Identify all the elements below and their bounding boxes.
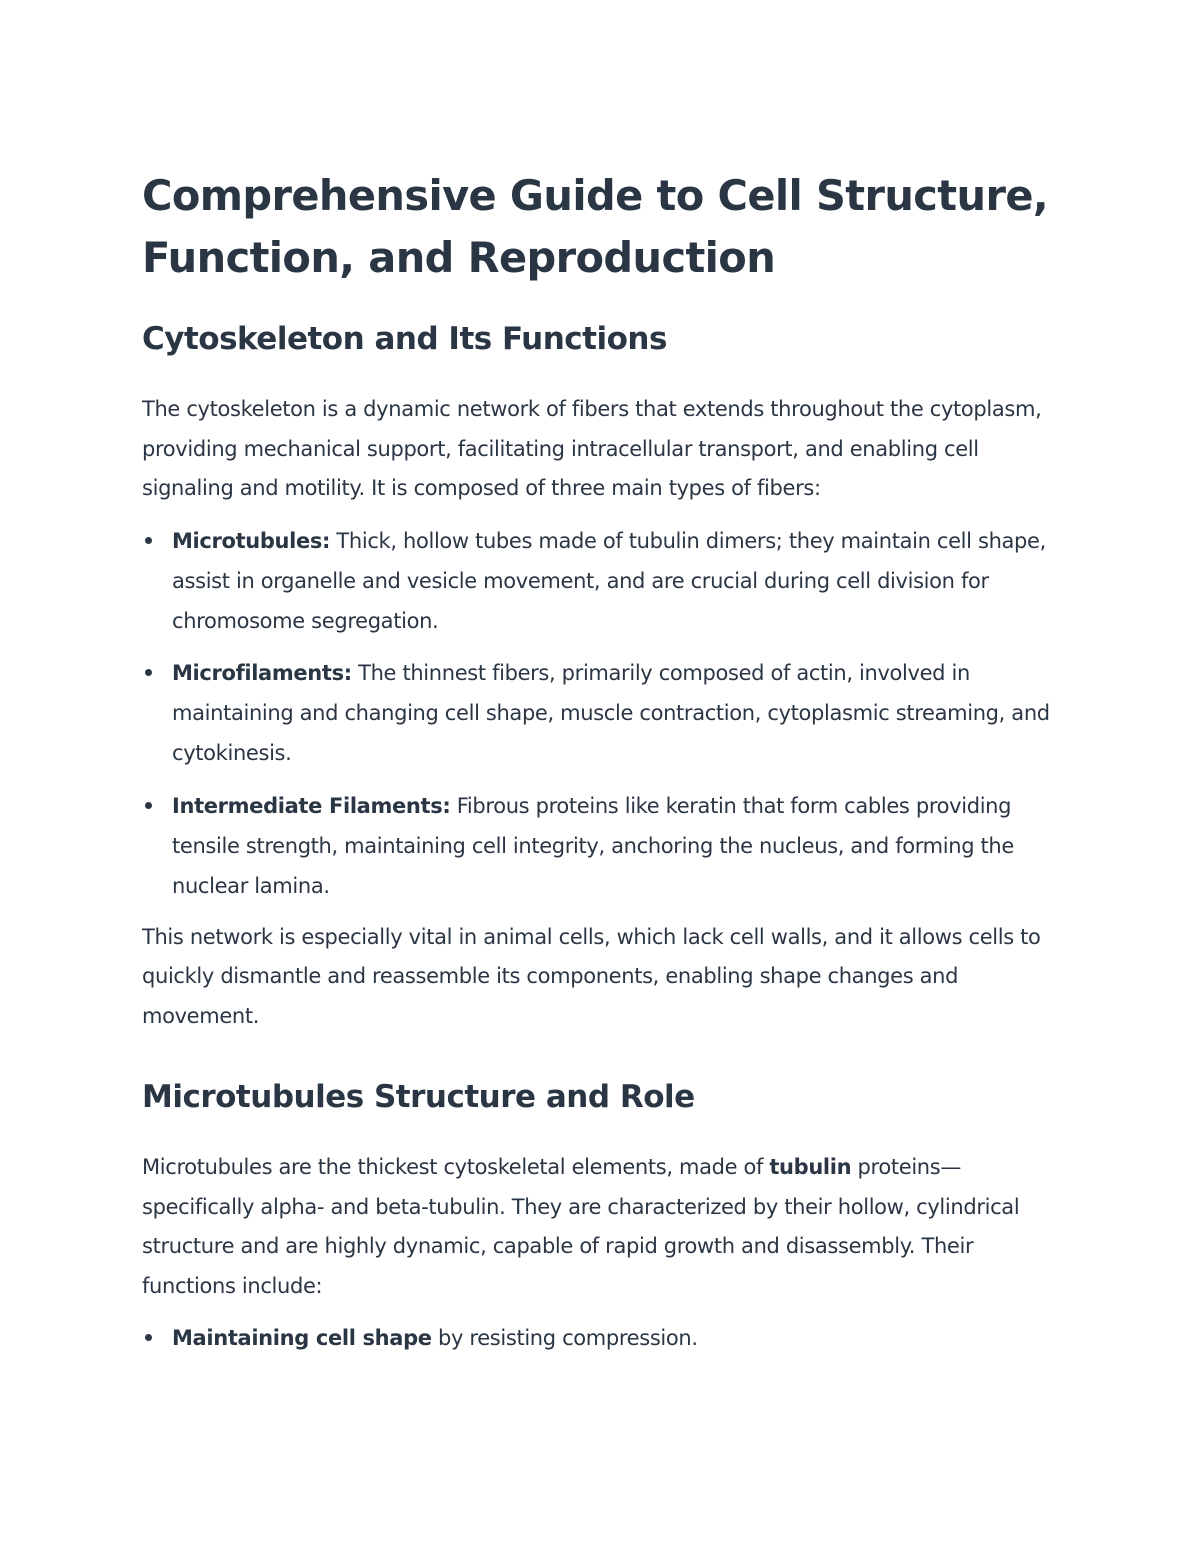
fiber-types-list [142,521,1060,906]
document-title: Comprehensive Guide to Cell Structure, Function, and Reproduction [142,171,1049,282]
microtubule-functions-list [142,1318,1060,1358]
list-item-maintaining-cell-shape [142,1318,1060,1358]
bullet-icon [145,537,152,544]
cytoskeleton-outro-paragraph: This network is especially vital in animal cells, which lack cell walls, and it allows cells to quickly dismantle and reassemble its components, enabling shape changes and movement. [142,924,1041,1028]
list-item-text: The thinnest fibers, primarily composed of actin, involved in maintaining and changing cell shape, muscle contraction, cytoplasmic streaming, and cytokinesis. [172,661,1050,765]
list-item-intermediate-filaments [142,786,1060,906]
list-item-term: Maintaining cell shape [172,1326,432,1350]
list-item-text: Thick, hollow tubes made of tubulin dimers; they maintain cell shape, assist in organelle and vesicle movement, and are crucial during cell division for chromosome segregation. [172,528,1046,633]
list-item-text: by resisting compression. [431,1326,698,1350]
list-item-microtubules [142,521,1060,641]
intro-bold-term: tubulin [769,1155,852,1179]
section-heading-microtubules: Microtubules Structure and Role [142,1079,695,1115]
list-item-term: Microfilaments: [172,661,352,685]
intro-text-after: proteins—specifically alpha- and beta-tubulin. They are characterized by their hollow, cylindrical structure and are highly dynamic, capable of rapid growth and disassembly. Their functions include: [142,1155,1020,1298]
bullet-icon [145,802,152,809]
list-item-text: Fibrous proteins like keratin that form cables providing tensile strength, maintaining cell integrity, anchoring the nucleus, and forming the nuclear lamina. [172,793,1014,898]
list-item-term: Intermediate Filaments: [172,793,451,818]
list-item-microfilaments [142,653,1060,773]
cytoskeleton-intro-paragraph: The cytoskeleton is a dynamic network of fibers that extends throughout the cytoplasm, providing mechanical support, facilitating intracellular transport, and enabling cell signaling and motility. It is composed of three main types of fibers: [142,397,1042,500]
section-heading-cytoskeleton: Cytoskeleton and Its Functions [142,321,667,357]
microtubules-intro-paragraph [142,1148,1060,1306]
intro-text-before: Microtubules are the thickest cytoskeletal elements, made of [142,1155,770,1179]
bullet-icon [145,1334,152,1341]
list-item-term: Microtubules: [172,528,331,553]
bullet-icon [145,669,152,676]
